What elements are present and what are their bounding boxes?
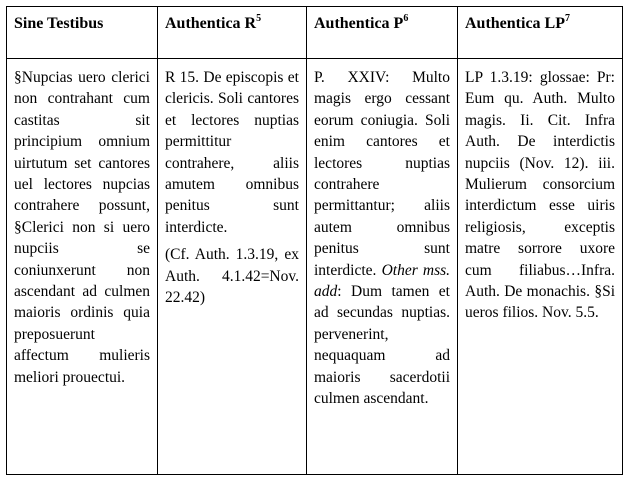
header-label: Sine Testibus — [14, 15, 104, 32]
header-label: Authentica R — [165, 15, 257, 32]
content-row — [7, 59, 623, 475]
header-authentica-p — [307, 7, 458, 59]
header-authentica-lp — [458, 7, 623, 59]
cell-text: §Nupcias uero clerici non contrahant cum castitas sit principium omnium uirtutum set cantores uel lectores nupcias contrahere possunt, §Clerici non si uero nupciis se coniunxerunt non ascendant ad culmen maioris ordinis quia preposuerunt affectum mulieris meliori prouectui. — [14, 69, 150, 386]
comparison-table — [6, 6, 623, 475]
header-label: Authentica LP — [465, 15, 565, 32]
cell-text: LP 1.3.19: glossae: Pr: Eum qu. Auth. Multo magis. Ii. Cit. Infra Auth. De interdictis nupciis (Nov. 12). iii. Mulierum consorcium interdictum esse uiris religiosis, exceptis matre sorrore uxore cum filiabus…Infra. Auth. De monachis. §Si ueros filios. Nov. 5.5. — [465, 69, 615, 322]
manuscript-note: Other mss. add — [314, 261, 451, 301]
header-sine-testibus — [7, 7, 158, 59]
cross-reference: (Cf. Auth. 1.3.19, ex Auth. 4.1.42=Nov. 22.42) — [165, 246, 299, 307]
header-label: Authentica P — [314, 15, 404, 32]
footnote-marker: 7 — [565, 13, 570, 24]
cell-sine-testibus — [7, 59, 158, 475]
cell-text: R 15. De episcopis et clericis. Soli cantores et lectores nuptias permittitur contrahere, aliis amutem omnibus penitus sunt interdicte. — [165, 69, 299, 236]
cell-authentica-lp — [458, 59, 623, 475]
header-row — [7, 7, 623, 59]
cell-text: P. XXIV: Multo magis ergo cessant eorum coniugia. Soli enim cantores et lectores nuptias contrahere permittantur; aliis autem omnibus penitus sunt interdicte. — [314, 69, 450, 279]
header-authentica-r — [158, 7, 307, 59]
cell-authentica-r — [158, 59, 307, 475]
cell-text-continued: : Dum tamen et ad secundas nuptias. pervenerint, nequaquam ad maioris sacerdotii culmen ascendant. — [314, 283, 450, 408]
cell-authentica-p — [307, 59, 458, 475]
footnote-marker: 6 — [403, 13, 409, 24]
footnote-marker: 5 — [256, 13, 262, 24]
